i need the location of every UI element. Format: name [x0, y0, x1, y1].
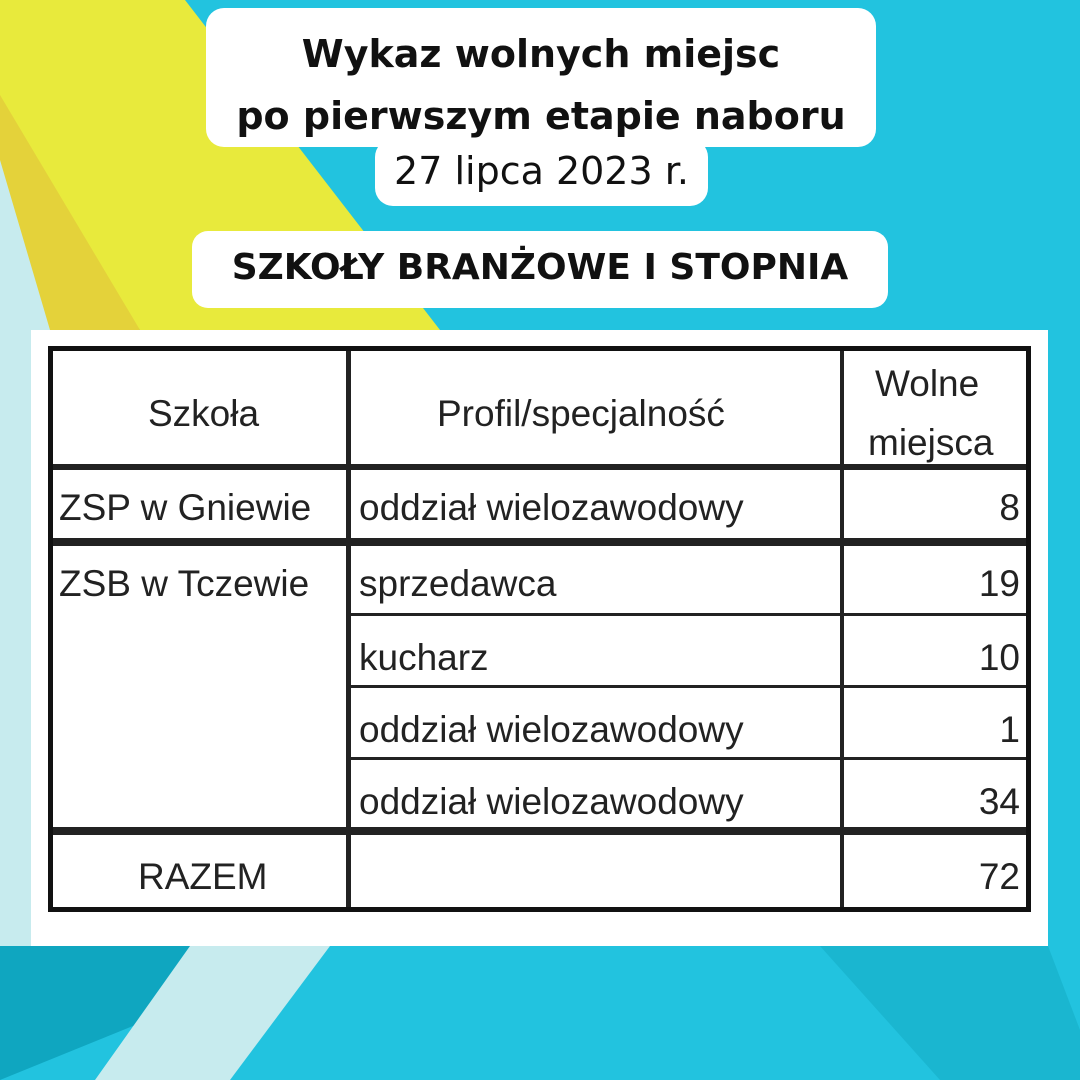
table-cell-seats: 8: [999, 487, 1020, 528]
total-seats: 72: [978, 856, 1020, 897]
title-line-1: Wykaz wolnych miejsc: [301, 32, 781, 76]
table-cell-school: ZSP w Gniewie: [59, 487, 312, 528]
header-seats-line2: miejsca: [868, 422, 994, 463]
header-school: Szkoła: [148, 393, 260, 434]
date-text: 27 lipca 2023 r.: [394, 149, 689, 193]
table-cell-seats: 19: [978, 563, 1020, 604]
table-cell-profile: oddział wielozawodowy: [359, 709, 744, 750]
table-cell-seats: 34: [978, 781, 1020, 822]
table-cell-profile: oddział wielozawodowy: [359, 781, 744, 822]
table-divider: [346, 351, 351, 907]
table-divider: [351, 685, 1026, 688]
title-box: [206, 8, 876, 147]
table-divider: [53, 538, 1026, 546]
section-title: SZKOŁY BRANŻOWE I STOPNIA: [231, 247, 849, 288]
total-label: RAZEM: [138, 856, 268, 897]
title-line-2: po pierwszym etapie naboru: [236, 94, 846, 138]
vacancy-table: [48, 346, 1031, 912]
table-cell-seats: 10: [978, 637, 1020, 678]
table-divider: [351, 613, 1026, 616]
header-profile: Profil/specjalność: [437, 393, 725, 434]
table-divider: [53, 464, 1026, 470]
table-cell-seats: 1: [999, 709, 1020, 750]
table-cell-profile: sprzedawca: [359, 563, 557, 604]
table-cell-profile: oddział wielozawodowy: [359, 487, 744, 528]
section-box: [192, 231, 888, 308]
table-divider: [840, 351, 844, 907]
table-divider: [351, 757, 1026, 760]
table-cell-profile: kucharz: [359, 637, 489, 678]
table-divider: [53, 827, 1026, 835]
date-box: [375, 139, 708, 206]
header-seats-line1: Wolne: [875, 363, 980, 404]
table-cell-school: ZSB w Tczewie: [59, 563, 310, 604]
